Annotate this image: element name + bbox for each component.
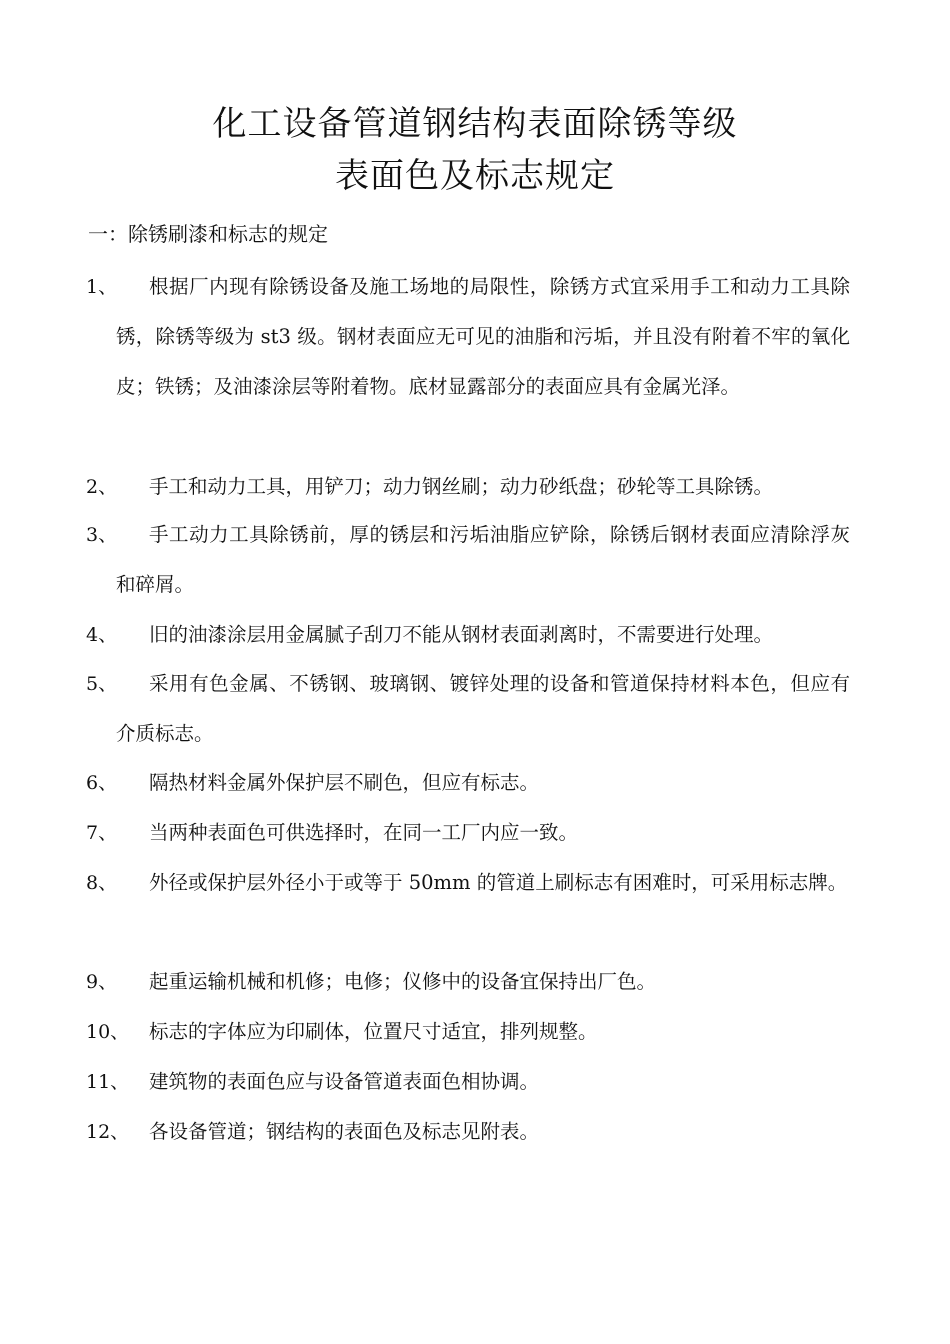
item-text: 根据厂内现有除锈设备及施工场地的局限性，除锈方式宜采用手工和动力工具除锈，除锈等级为 st3 级。钢材表面应无可见的油脂和污垢，并且没有附着不牢的氧化皮；铁锈；及油漆涂层等附着物。底材显露部分的表面应具有金属光泽。 [116, 275, 850, 398]
item-number: 7、 [86, 822, 118, 844]
item-text: 起重运输机械和机修；电修；仪修中的设备宜保持出厂色。 [149, 970, 657, 993]
item-number: 9、 [86, 971, 118, 993]
document-subtitle: 表面色及标志规定 [335, 156, 615, 196]
item-number: 11、 [86, 1071, 130, 1093]
item-text: 建筑物的表面色应与设备管道表面色相协调。 [149, 1070, 540, 1093]
item-text: 手工动力工具除锈前，厚的锈层和污垢油脂应铲除，除锈后钢材表面应清除浮灰和碎屑。 [116, 523, 850, 596]
item-text: 外径或保护层外径小于或等于 50mm 的管道上刷标志有困难时，可采用标志牌。 [149, 871, 848, 894]
item-text: 采用有色金属、不锈钢、玻璃钢、镀锌处理的设备和管道保持材料本色，但应有介质标志。 [116, 672, 850, 745]
item-text: 手工和动力工具，用铲刀；动力钢丝刷；动力砂纸盘；砂轮等工具除锈。 [149, 475, 774, 498]
item-text: 各设备管道；钢结构的表面色及标志见附表。 [149, 1120, 540, 1143]
document-title: 化工设备管道钢结构表面除锈等级 [212, 104, 738, 144]
item-number: 2、 [86, 476, 118, 498]
item-text: 当两种表面色可供选择时，在同一工厂内应一致。 [149, 821, 579, 844]
item-number: 5、 [86, 673, 118, 695]
item-text: 隔热材料金属外保护层不刷色，但应有标志。 [149, 771, 540, 794]
item-number: 1、 [86, 276, 118, 298]
item-number: 4、 [86, 624, 118, 646]
item-number: 3、 [86, 524, 118, 546]
section-heading: 一：除锈刷漆和标志的规定 [88, 222, 328, 246]
item-number: 8、 [86, 872, 118, 894]
item-text: 标志的字体应为印刷体，位置尺寸适宜，排列规整。 [149, 1020, 598, 1043]
item-text: 旧的油漆涂层用金属腻子刮刀不能从钢材表面剥离时，不需要进行处理。 [149, 623, 774, 646]
item-number: 12、 [86, 1121, 130, 1143]
item-number: 6、 [86, 772, 118, 794]
item-number: 10、 [86, 1021, 130, 1043]
